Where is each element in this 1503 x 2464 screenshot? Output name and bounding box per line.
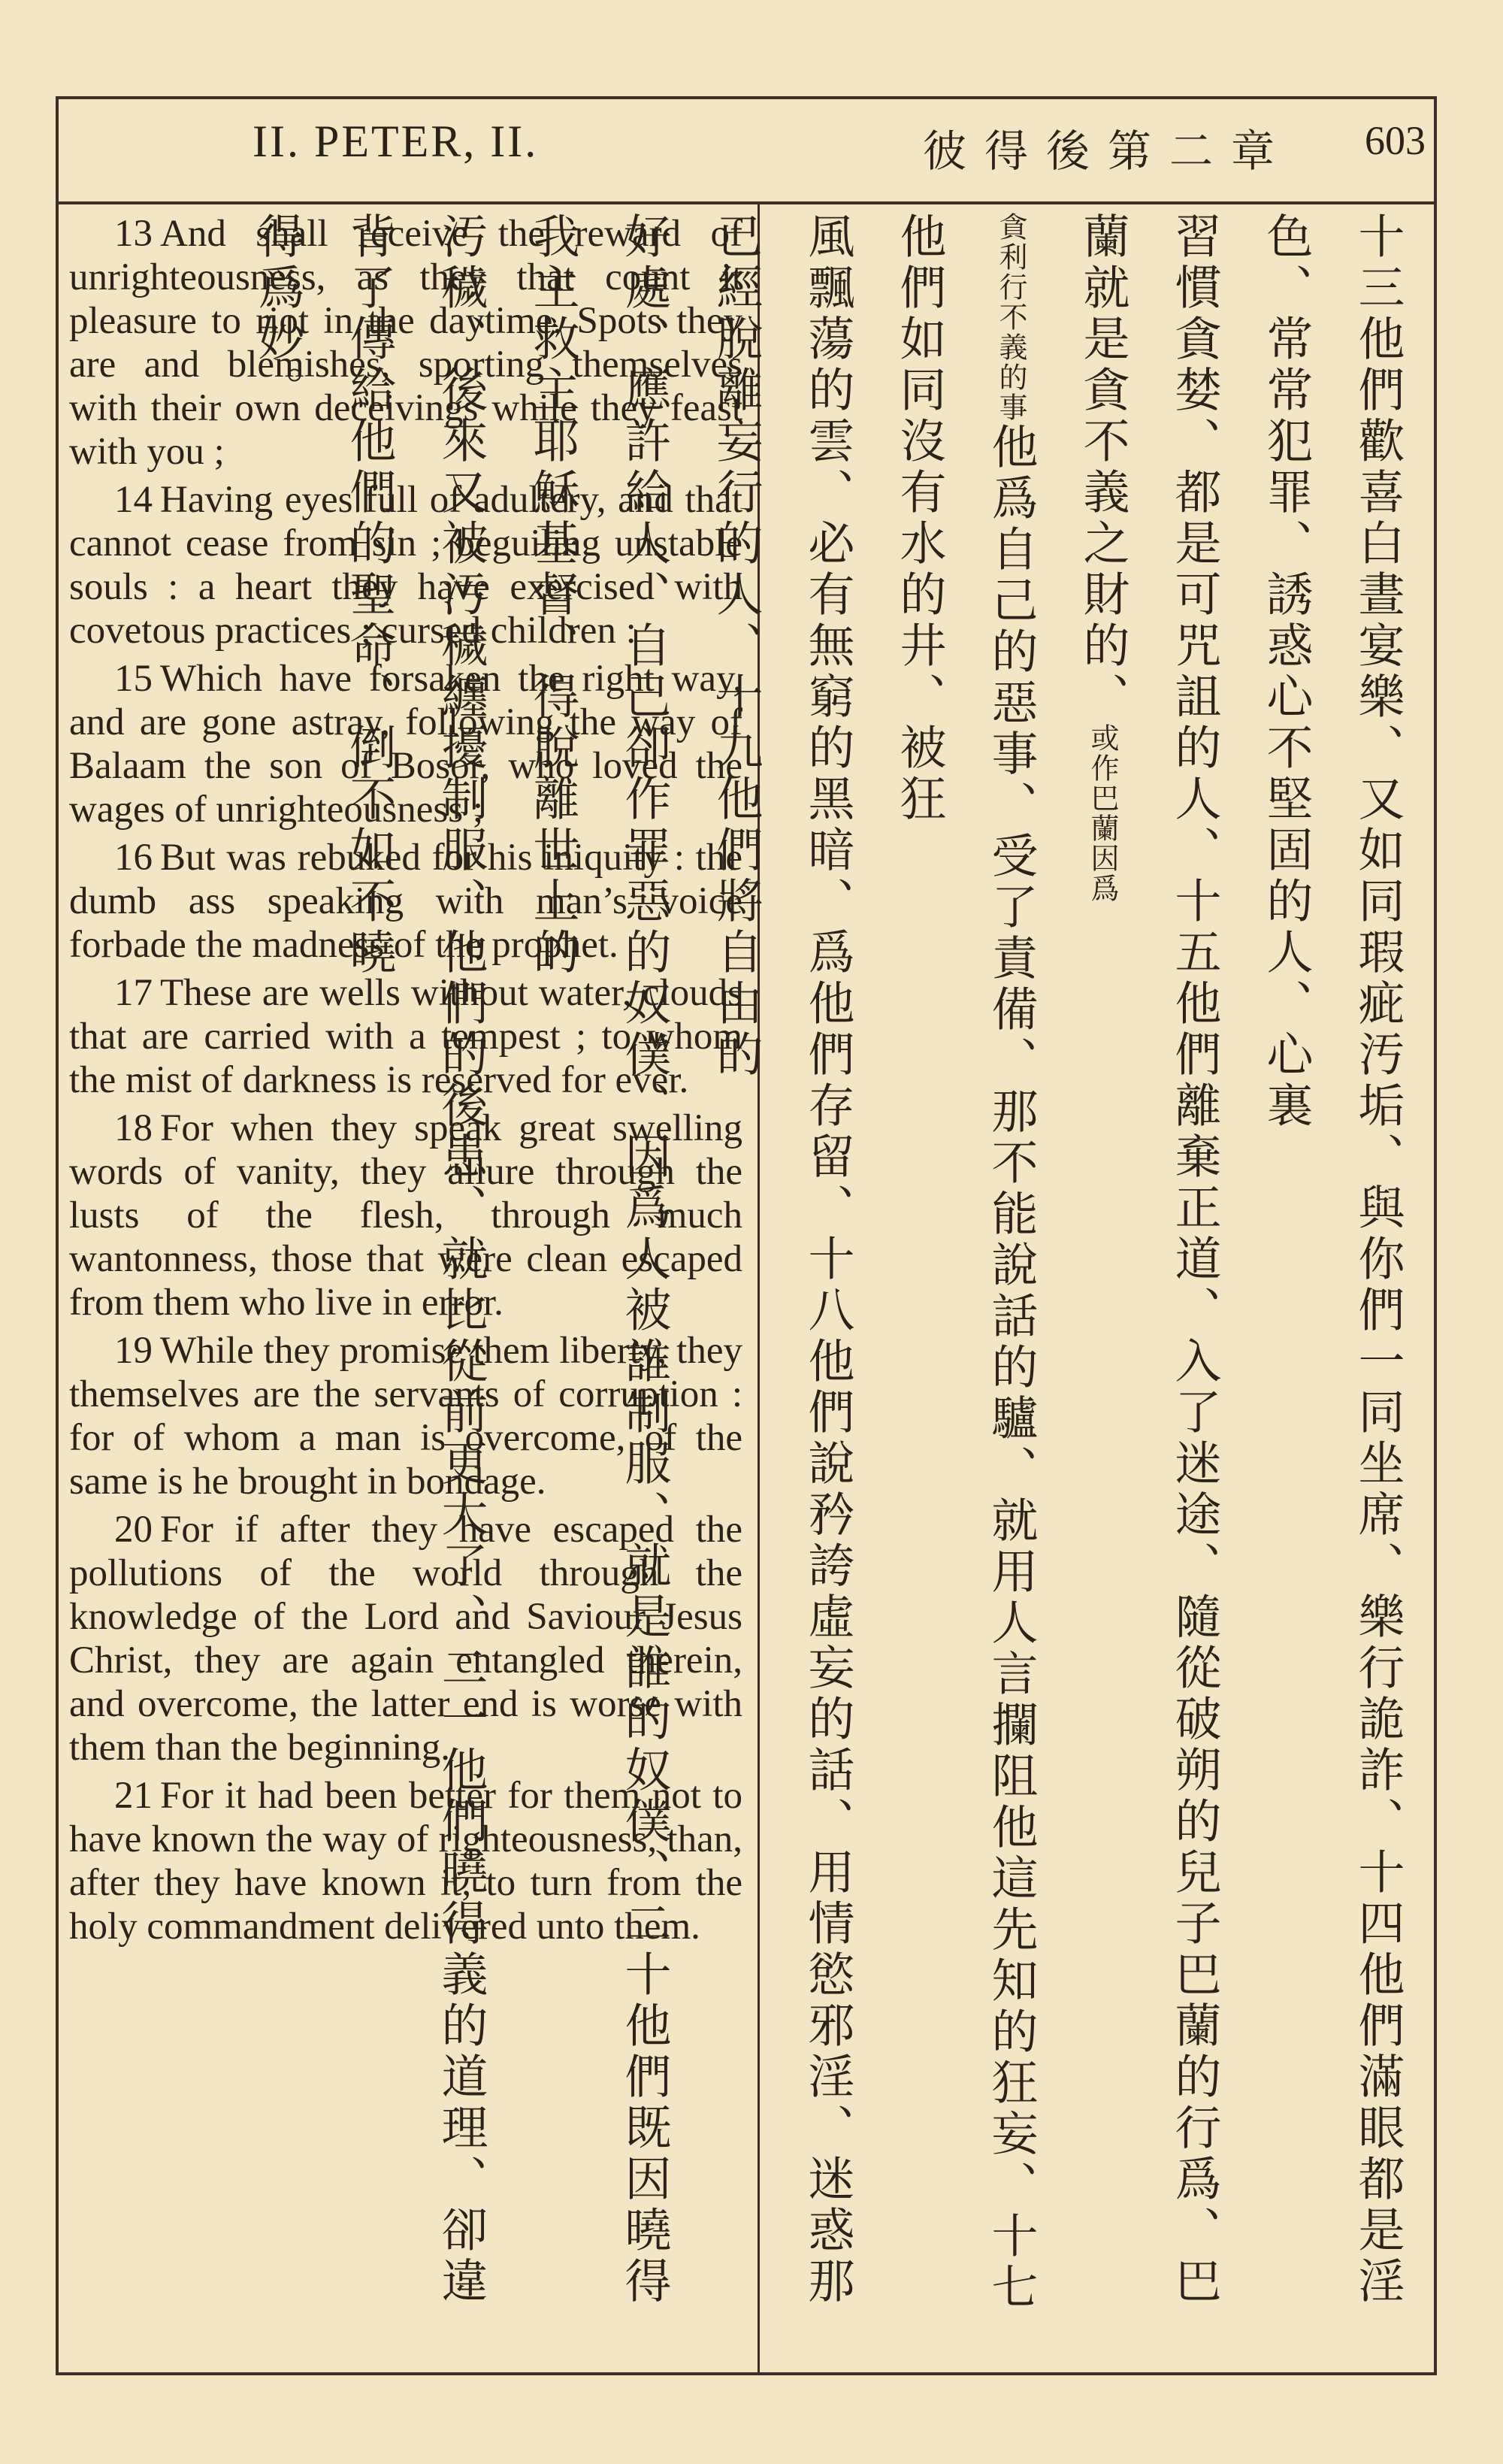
chinese-line-4: 風飄蕩的雲、必有無窮的黑暗、爲他們存留、十八他們說矜誇虛妄的話、用情慾邪淫、迷惑那已經脫離妄行的人、十九他們將自由的 — [709, 212, 855, 2308]
page-number: 603 — [1365, 118, 1426, 163]
verse-13: 13 And shall receive the reward of unrighteousness, as they that count it pleasure to riot in the daytime. Spots they are and blemishes, sporting themselves with their own deceivings while they feast with you ; — [69, 213, 742, 473]
book-title: II. PETER, II. — [253, 117, 539, 166]
verse-20: 20 For if after they have escaped the pollutions of the world through the knowledge of the Lord and Saviour Jesus Christ, they are again entangled therein, and overcome, the latter end is worse with them than the beginning. — [69, 1509, 742, 1769]
chinese-note-1: 或作巴蘭因爲 — [1086, 723, 1119, 904]
chinese-line-5: 好處、應許給人、自己卻作罪惡的奴僕、因爲人被誰制服、就是誰的奴僕、二十他們既因曉得我主救主耶穌基督、得脫離世上的 — [525, 212, 672, 2308]
chinese-line-6: 汚穢、後來又被汚穢纏擾制服、他們的後患、就比從前更大了、二一他們曉得義的道理、卻違背了傳給他們的聖命、倒不如不曉 — [342, 212, 488, 2308]
chinese-note-2: 貪利行不義的事 — [994, 212, 1027, 422]
verse-18: 18 For when they speak great swelling words of vanity, they allure through the lusts of the flesh, through much wantonness, those that were clean escaped from them who live in error. — [69, 1107, 742, 1324]
verse-14: 14 Having eyes full of adultery, and that cannot cease from sin ; beguiling unstable souls : a heart they have exercised with covetous practices ; cursed children : — [69, 479, 742, 652]
verse-21: 21 For it had been better for them not to have known the way of righteousness, than, after they have known it, to turn from the holy commandment delivered unto them. — [69, 1775, 742, 1948]
verse-15: 15 Which have forsaken the right way, and are gone astray, following the way of Balaam the son of Bosor, who loved the wages of unrighteousness ; — [69, 658, 742, 831]
verse-16: 16 But was rebuked for his iniquity : the dumb ass speaking with man’s voice forbade the madness of the prophet. — [69, 837, 742, 966]
page-header — [59, 99, 1434, 204]
chinese-line-1: 十三他們歡喜白晝宴樂、又如同瑕疵汚垢、與你們一同坐席、樂行詭詐、十四他們滿眼都是淫色、常常犯罪、誘惑心不堅固的人、心裏 — [1259, 212, 1405, 2308]
chinese-line-3: 貪利行不義的事他爲自己的惡事、受了責備、那不能說話的驢、就用人言攔阻他這先知的狂妄、十七他們如同沒有水的井、被狂 — [892, 212, 1039, 2314]
page-frame — [56, 96, 1437, 2375]
chinese-line-7: 得爲妙。 — [250, 212, 305, 416]
verse-19: 19 While they promise them liberty, they themselves are the servants of corruption : for of whom a man is overcome, of the same is he brought in bondage. — [69, 1330, 742, 1503]
chinese-line-2: 習慣貪婪、都是可咒詛的人、十五他們離棄正道、入了迷途、隨從破朔的兒子巴蘭的行爲、巴蘭就是貪不義之財的、或作巴蘭因爲 — [1075, 212, 1222, 2308]
chinese-book-title: 彼得後第二章 — [923, 126, 1293, 177]
verse-17: 17 These are wells without water, clouds that are carried with a tempest ; to whom the mist of darkness is reserved for ever. — [69, 972, 742, 1101]
